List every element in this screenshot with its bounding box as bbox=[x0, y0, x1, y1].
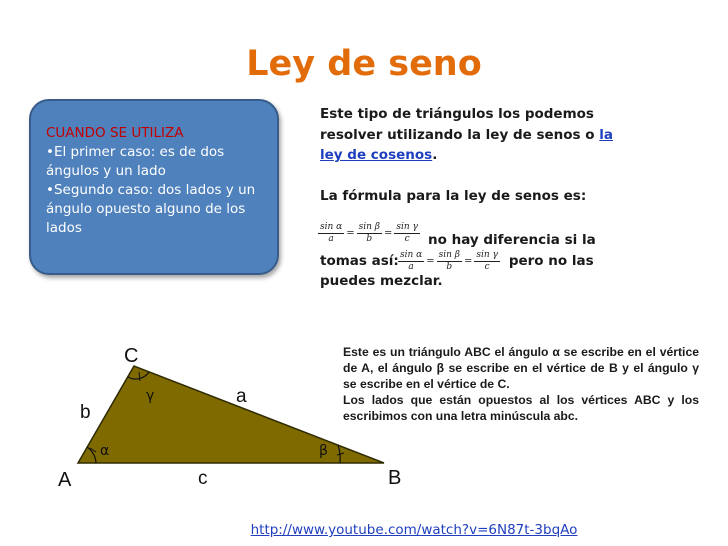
pero-text: pero no las bbox=[508, 252, 594, 269]
youtube-link-line bbox=[0, 522, 728, 538]
angle-alpha-label: α bbox=[100, 443, 110, 459]
usage-heading: CUANDO SE UTILIZA bbox=[46, 125, 184, 141]
fraction-beta: $\frac{\text{sin β}}{b}$ bbox=[358, 222, 380, 244]
side-c-label: c bbox=[198, 468, 208, 489]
angle-beta-label: β bbox=[319, 443, 328, 459]
cosine-law-link[interactable]: la ley de cosenos bbox=[320, 126, 614, 163]
mezclar-text: puedes mezclar. bbox=[320, 273, 443, 289]
youtube-link[interactable]: http://www.youtube.com/watch?v=6N87t-3bqAo bbox=[250, 522, 578, 538]
description-paragraph-1: Este es un triángulo ABC el ángulo α se escribe en el vértice de A, el ángulo β se escribe en el vértice de B y el ángulo γ se escribe en el vértice de C. bbox=[343, 345, 699, 391]
description-paragraph-2: Los lados que están opuestos al los vértices ABC y los escribimos con una letra minúscula abc. bbox=[343, 393, 699, 423]
fraction-gamma: $\frac{\text{sin γ}}{c}$ bbox=[396, 222, 418, 244]
side-b-label: b bbox=[80, 402, 91, 423]
tomas-text: tomas así: bbox=[320, 252, 399, 269]
no-difference-text: no hay diferencia si la bbox=[428, 232, 596, 248]
usage-case-1: •El primer caso: es de dos ángulos y un lado bbox=[46, 144, 225, 179]
intro-period: . bbox=[432, 147, 438, 163]
vertex-A-label: A bbox=[58, 469, 72, 491]
usage-case-2: •Segundo caso: dos lados y un ángulo opuesto alguno de los lados bbox=[46, 182, 256, 236]
vertex-B-label: B bbox=[388, 467, 402, 489]
intro-text: Este tipo de triángulos los podemos resolver utilizando la ley de senos o bbox=[320, 106, 600, 143]
formula-intro: La fórmula para la ley de senos es: bbox=[320, 187, 587, 204]
triangle-shape bbox=[78, 366, 384, 463]
slide-title: Ley de seno bbox=[246, 44, 482, 84]
angle-gamma-label: γ bbox=[146, 388, 155, 404]
sine-law-formula-inline: $\frac{\text{sin α}}{a}$ = $\frac{\text{sin β}}{b}$ = $\frac{\text{sin γ}}{c}$ bbox=[400, 250, 498, 272]
sine-law-formula: $\frac{\text{sin α}}{a}$ = $\frac{\text{sin β}}{b}$ = $\frac{\text{sin γ}}{c}$ bbox=[320, 222, 418, 244]
vertex-C-label: C bbox=[124, 345, 139, 367]
fraction-alpha: $\frac{\text{sin α}}{a}$ bbox=[320, 222, 343, 244]
side-a-label: a bbox=[236, 386, 247, 407]
